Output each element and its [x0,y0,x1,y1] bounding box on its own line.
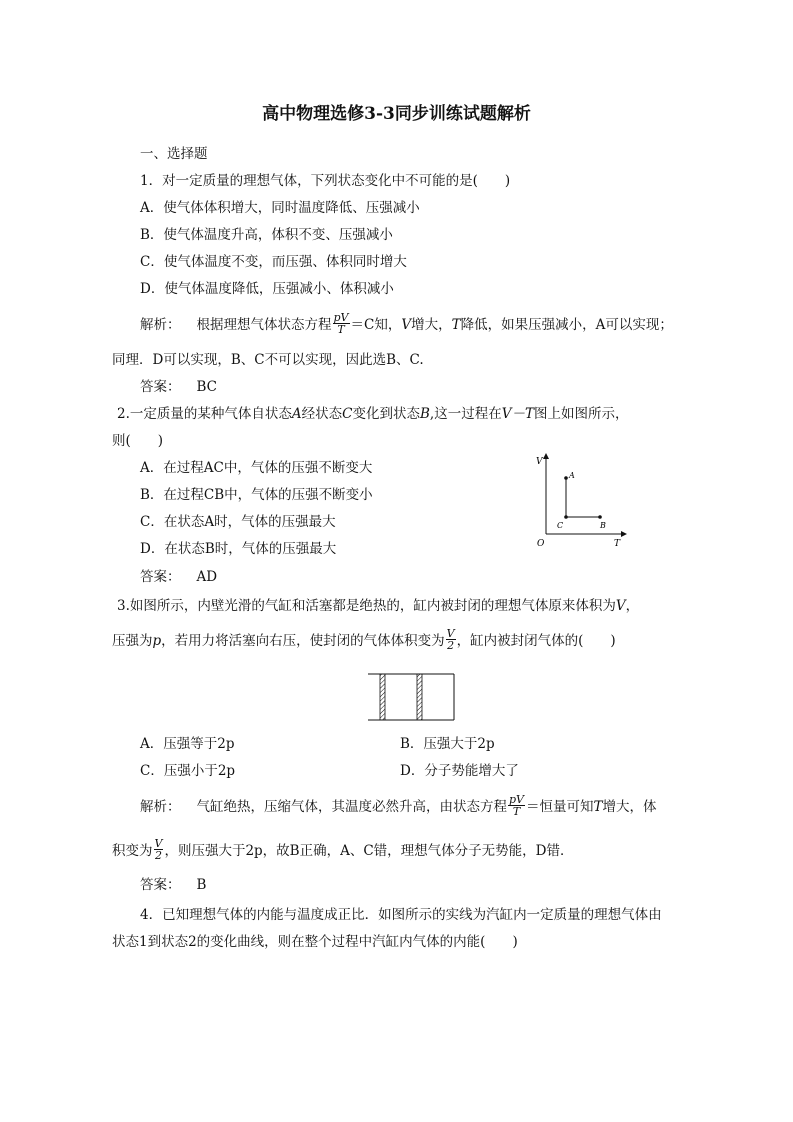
q1-option-c: C．使气体温度不变，而压强、体积同时增大 [140,254,407,270]
q1-analysis: 解析： 根据理想气体状态方程 $\frac{pV}{T}$ ＝C知，V增大，T降低，如果压强减小，A可以实现； [140,311,673,336]
q2-option-a: A．在过程AC中，气体的压强不断变大 [140,460,373,476]
q2-answer [140,568,217,586]
fraction: $\frac{pV}{T}$ [333,311,349,336]
answer-label: 答案： [140,877,181,893]
q2-option-c: C．在状态A时，气体的压强最大 [140,514,336,530]
left-wall [380,674,385,720]
q3-option-d: D．分子势能增大了 [400,763,519,779]
q2-option-d: D．在状态B时，气体的压强最大 [140,541,337,557]
fraction: $\frac{V}{2}$ [446,627,455,652]
answer-value: AD [196,569,218,585]
q1-answer [140,378,217,396]
q3-stem: 3.如图所示，内壁光滑的气缸和活塞都是绝热的，缸内被封闭的理想气体原来体积为V， [117,598,640,614]
section-heading: 一、选择题 [140,146,208,162]
origin-label: O [537,539,545,549]
q3-analysis-line2: 积变为 $\frac{V}{2}$ ，则压强大于2p，故B正确，A、C错，理想气体分子无势能，D错． [112,837,574,862]
q1-stem: 1．对一定质量的理想气体，下列状态变化中不可能的是( ) [140,173,511,189]
q2-stem-line2: 则( ) [112,433,164,449]
analysis-label: 解析： [140,317,181,333]
q1-option-a: A．使气体体积增大，同时温度降低、压强减小 [140,200,420,216]
q3-option-b: B．压强大于2p [400,736,495,752]
q2-option-b: B．在过程CB中，气体的压强不断变小 [140,487,373,503]
q1-option-d: D．使气体温度降低，压强减小、体积减小 [140,281,394,297]
analysis-text: 根据理想气体状态方程 [196,317,332,333]
point-b-label: B [600,521,606,530]
cylinder-diagram [362,668,458,724]
q3-option-c: C．压强小于2p [140,763,236,779]
point-c [564,515,568,519]
q1-analysis-line2: 同理．D可以实现，B、C不可以实现，因此选B、C. [112,352,424,368]
q3-answer [140,876,206,894]
answer-label: 答案： [140,569,181,585]
point-a [564,476,568,480]
fraction: $\frac{pV}{T}$ [509,793,524,818]
q3-analysis: 解析： 气缸绝热，压缩气体，其温度必然升高，由状态方程 $\frac{pV}{T}$ ＝恒量可知T增大，体 [140,793,657,818]
answer-value: BC [196,379,218,395]
piston [417,674,422,720]
q2-stem: 2.一定质量的某种气体自状态A经状态C变化到状态B,这一过程在V－T图上如图所示， [117,406,629,422]
point-a-label: A [569,471,575,480]
page-title: 高中物理选修3-3同步训练试题解析 [262,104,531,124]
fraction: $\frac{V}{2}$ [154,837,163,862]
q4-stem-line2: 状态1到状态2的变化曲线，则在整个过程中汽缸内气体的内能( ) [112,934,518,950]
t-axis-label: T [614,539,621,549]
answer-value: B [196,877,207,893]
q4-stem: 4．已知理想气体的内能与温度成正比．如图所示的实线为汽缸内一定质量的理想气体由 [140,907,662,923]
vt-graph [530,452,630,550]
v-axis-label: V [536,457,543,467]
point-b [598,515,602,519]
point-c-label: C [557,521,564,530]
q3-option-a: A．压强等于2p [140,736,235,752]
analysis-label: 解析： [140,799,181,815]
answer-label: 答案： [140,379,181,395]
q3-stem-line2: 压强为p，若用力将活塞向右压，使封闭的气体体积变为 $\frac{V}{2}$ ，缸内被封闭气体的( ) [112,627,616,652]
q1-option-b: B．使气体温度升高，体积不变、压强减小 [140,227,393,243]
